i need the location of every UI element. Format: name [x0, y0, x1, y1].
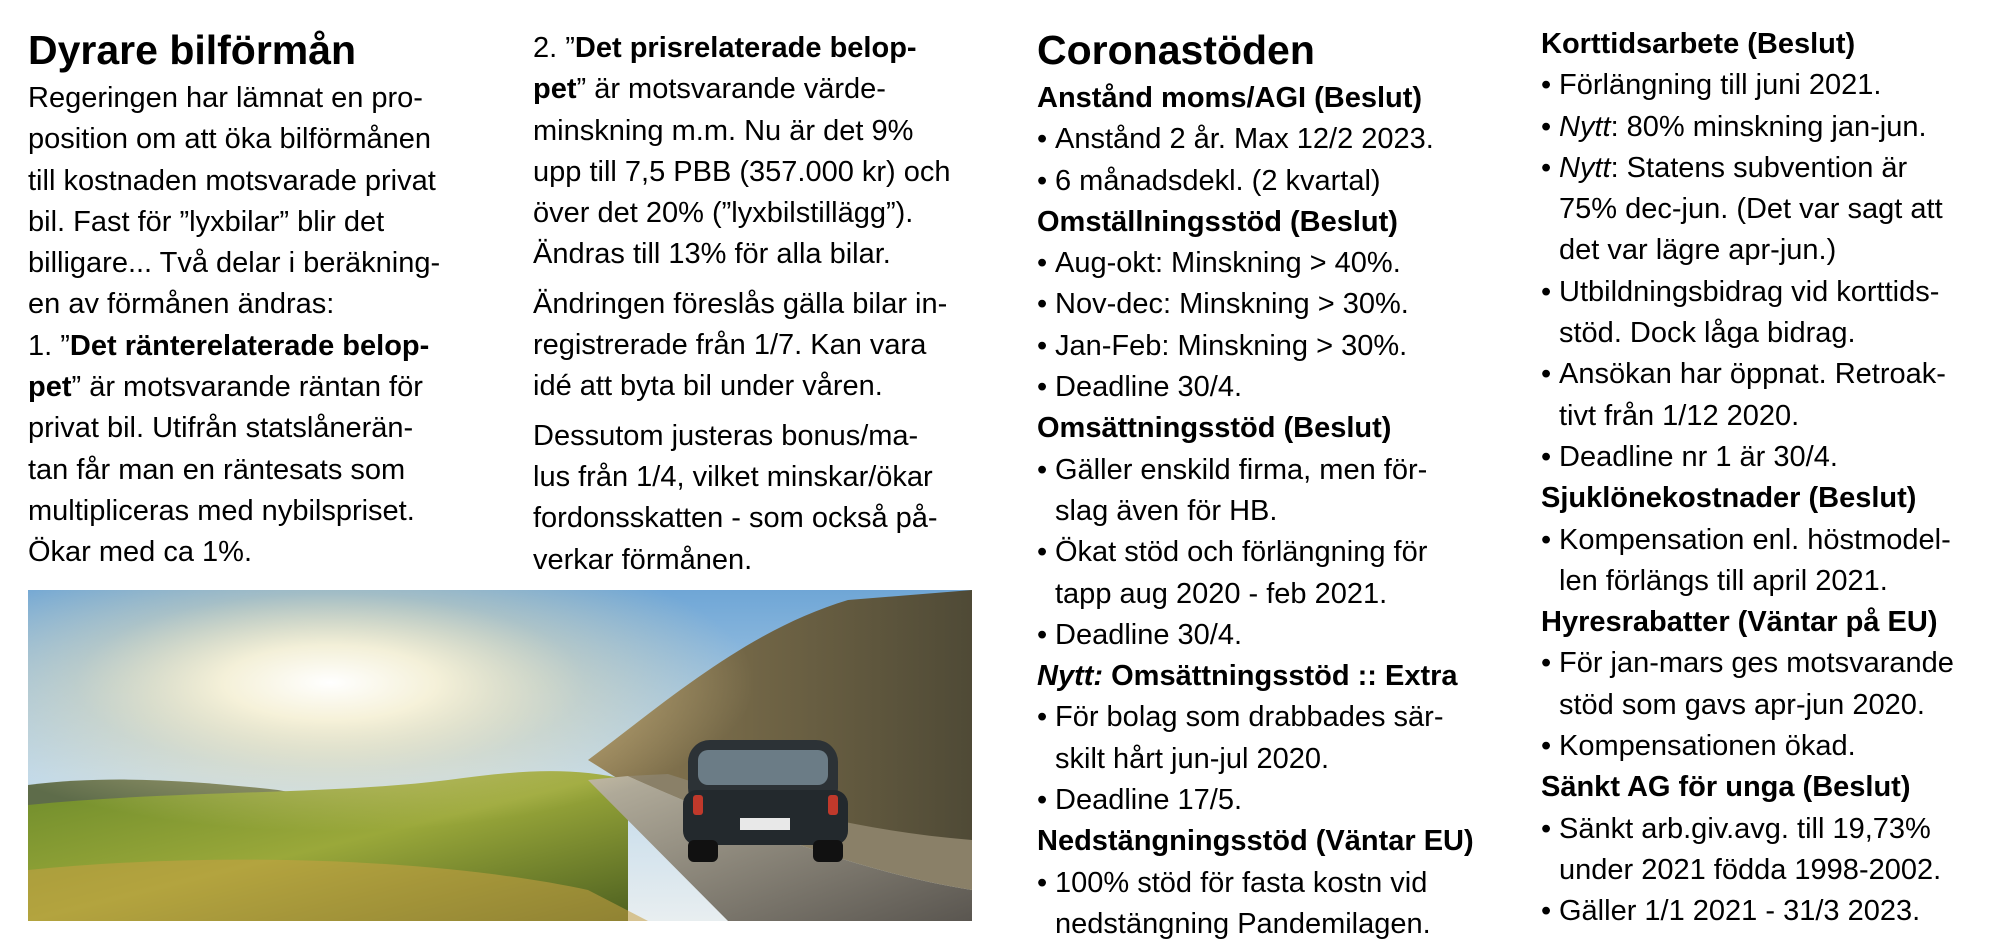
text-line: billigare... Två delar i beräkning-	[28, 247, 441, 280]
text-line: tivt från 1/12 2020.	[1559, 399, 1800, 432]
item-term: Det prisrelaterade belop-	[574, 32, 917, 64]
list-item	[1541, 272, 2001, 355]
text-line: : 80% minskning jan-jun.	[1610, 110, 1927, 143]
text-line: Ansökan har öppnat. Retroak-	[1559, 358, 1946, 391]
bullet-list	[1037, 697, 1507, 821]
text-line: ” är motsvarande räntan för	[71, 371, 423, 404]
bullet-list	[1541, 643, 2001, 767]
new-tag: Nytt	[1559, 110, 1611, 143]
article-title: Dyrare bilförmån	[28, 27, 357, 73]
section-heading: Hyresrabatter (Väntar på EU)	[1541, 606, 1938, 639]
bullet-list	[1541, 520, 2001, 603]
bullet-list	[1541, 65, 2001, 478]
bullet-list	[1037, 119, 1507, 202]
text-line: Dessutom justeras bonus/ma-	[533, 419, 919, 452]
registration-paragraph	[533, 284, 1003, 408]
text-line: till kostnaden motsvarade privat	[28, 164, 436, 197]
bullet-list	[1037, 863, 1507, 945]
text-line: idé att byta bil under våren.	[533, 370, 883, 403]
item-term: Det ränterelaterade belop-	[69, 329, 430, 362]
list-item: • Kompensationen ökad.	[1541, 726, 2001, 767]
text-line: det var lägre apr-jun.)	[1559, 234, 1837, 267]
text-line: len förlängs till april 2021.	[1559, 564, 1888, 597]
list-item: • Deadline 30/4.	[1037, 367, 1507, 408]
text-line: en av förmånen ändras:	[28, 288, 335, 321]
heading-text: Omsättningsstöd :: Extra	[1103, 660, 1458, 693]
text-line: över det 20% (”lyxbilstillägg”).	[533, 197, 914, 230]
list-item	[1541, 354, 2001, 437]
list-item: • Anstånd 2 år. Max 12/2 2023.	[1037, 119, 1507, 160]
text-line: bil. Fast för ”lyxbilar” blir det	[28, 205, 385, 238]
text-line: stöd. Dock låga bidrag.	[1559, 317, 1856, 350]
list-item	[1541, 107, 2001, 148]
list-item	[1541, 809, 2001, 892]
car-photo	[28, 590, 972, 921]
text-line: 100% stöd för fasta kostn vid	[1055, 866, 1428, 899]
list-item: • Deadline 17/5.	[1037, 780, 1507, 821]
car-shape	[683, 740, 848, 862]
list-item: • Deadline 30/4.	[1037, 615, 1507, 656]
new-tag: Nytt	[1559, 151, 1611, 184]
car-benefit-article-continued	[533, 28, 1003, 581]
bullet-list	[1037, 243, 1507, 408]
list-item: • Aug-okt: Minskning > 40%.	[1037, 243, 1507, 284]
car-benefit-article	[28, 22, 498, 574]
car-on-road-image	[28, 590, 972, 921]
text-line: fordonsskatten - som också på-	[533, 502, 938, 535]
list-item	[1037, 450, 1507, 533]
list-item: • Jan-Feb: Minskning > 30%.	[1037, 326, 1507, 367]
text-line: privat bil. Utifrån statslånerän-	[28, 412, 414, 445]
list-item	[1037, 532, 1507, 615]
text-line: slag även för HB.	[1055, 494, 1278, 527]
corona-support-article	[1037, 22, 1507, 945]
text-line: nedstängning Pandemilagen.	[1055, 907, 1431, 940]
new-tag: Nytt:	[1037, 660, 1104, 693]
text-line: lus från 1/4, vilket minskar/ökar	[533, 460, 933, 493]
text-line: Utbildningsbidrag vid korttids-	[1559, 275, 1940, 308]
text-line: Ändringen föreslås gälla bilar in-	[533, 287, 948, 320]
item-term: pet	[28, 371, 72, 404]
item-term: pet	[533, 73, 577, 106]
text-line: Ökat stöd och förlängning för	[1055, 536, 1428, 569]
list-item: • Deadline nr 1 är 30/4.	[1541, 437, 2001, 478]
bonus-malus-paragraph	[533, 416, 1003, 581]
list-number: 1. ”	[28, 329, 70, 362]
list-item	[1541, 643, 2001, 726]
text-line: skilt hårt jun-jul 2020.	[1055, 742, 1330, 775]
text-line: tapp aug 2020 - feb 2021.	[1055, 577, 1388, 610]
text-line: under 2021 födda 1998-2002.	[1559, 853, 1942, 886]
section-heading: Korttidsarbete (Beslut)	[1541, 28, 1856, 60]
text-line: multipliceras med nybilspriset.	[28, 494, 415, 527]
list-item: • Gäller 1/1 2021 - 31/3 2023.	[1541, 891, 2001, 932]
list-item	[1037, 697, 1507, 780]
list-item	[1541, 520, 2001, 603]
list-item	[1037, 863, 1507, 945]
text-line: Ändras till 13% för alla bilar.	[533, 238, 891, 271]
bullet-list	[1037, 450, 1507, 656]
text-line: position om att öka bilförmånen	[28, 123, 431, 156]
item-2-paragraph	[533, 28, 1003, 276]
text-line: ” är motsvarande värde-	[576, 73, 886, 106]
section-heading: Nedstängningsstöd (Väntar EU)	[1037, 825, 1474, 858]
corona-support-article-continued	[1541, 24, 2001, 933]
article-title: Coronastöden	[1037, 27, 1315, 73]
section-heading: Omställningsstöd (Beslut)	[1037, 205, 1398, 238]
text-line: verkar förmånen.	[533, 543, 753, 576]
text-line: Regeringen har lämnat en pro-	[28, 82, 423, 114]
text-line: Gäller enskild firma, men för-	[1055, 453, 1428, 486]
text-line: minskning m.m. Nu är det 9%	[533, 114, 914, 147]
text-line: För jan-mars ges motsvarande	[1559, 647, 1954, 680]
text-line: upp till 7,5 PBB (357.000 kr) och	[533, 155, 951, 188]
intro-paragraph	[28, 78, 498, 574]
text-line: tan får man en räntesats som	[28, 453, 406, 486]
text-line: stöd som gavs apr-jun 2020.	[1559, 688, 1925, 721]
list-item: • Nov-dec: Minskning > 30%.	[1037, 284, 1507, 325]
section-heading: Omsättningsstöd (Beslut)	[1037, 412, 1392, 445]
list-item	[1541, 148, 2001, 272]
text-line: Ökar med ca 1%.	[28, 536, 253, 569]
text-line: Sänkt arb.giv.avg. till 19,73%	[1559, 812, 1931, 845]
section-heading: Sjuklönekostnader (Beslut)	[1541, 482, 1917, 515]
section-heading: Anstånd moms/AGI (Beslut)	[1037, 82, 1423, 114]
text-line: För bolag som drabbades sär-	[1055, 701, 1444, 734]
list-number: 2. ”	[533, 32, 575, 64]
text-line: registrerade från 1/7. Kan vara	[533, 329, 927, 362]
text-line: 75% dec-jun. (Det var sagt att	[1559, 193, 1943, 226]
list-item: • 6 månadsdekl. (2 kvartal)	[1037, 161, 1507, 202]
text-line: : Statens subvention är	[1610, 151, 1908, 184]
text-line: Kompensation enl. höstmodel-	[1559, 523, 1951, 556]
list-item: • Förlängning till juni 2021.	[1541, 65, 2001, 106]
section-heading	[1037, 656, 1507, 697]
bullet-list	[1541, 809, 2001, 933]
section-heading: Sänkt AG för unga (Beslut)	[1541, 771, 1911, 804]
